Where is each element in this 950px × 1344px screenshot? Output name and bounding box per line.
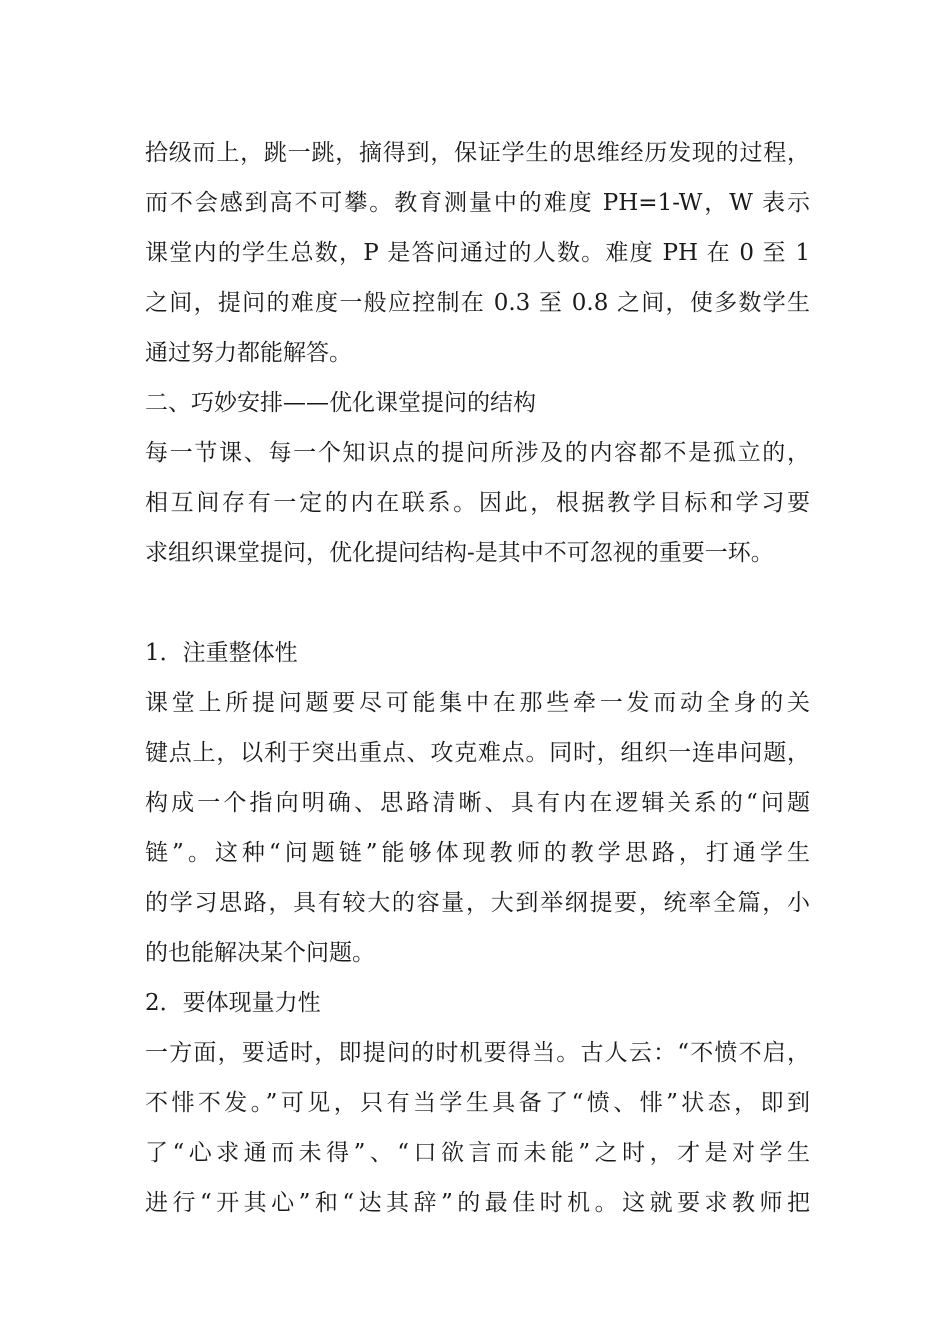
subsection-heading-1 <box>145 628 810 678</box>
text-line: 拾级而上，跳一跳，摘得到，保证学生的思维经历发现的过程， <box>145 140 810 166</box>
text-line: 之间，提问的难度一般应控制在 0.3 至 0.8 之间，使多数学生 <box>145 290 810 316</box>
document-page <box>145 128 810 1228</box>
heading-text: 二、巧妙安排——优化课堂提问的结构 <box>145 390 536 416</box>
paragraph-integrity <box>145 678 810 978</box>
text-line: 的学习思路，具有较大的容量，大到举纲提要，统率全篇，小 <box>145 890 810 916</box>
paragraph-difficulty <box>145 128 810 378</box>
text-line: 进行“开其心”和“达其辞”的最佳时机。这就要求教师把 <box>145 1190 810 1216</box>
heading-text: 2．要体现量力性 <box>145 990 321 1016</box>
paragraph-structure <box>145 428 810 578</box>
paragraph-spacer <box>145 578 810 628</box>
text-line: 构成一个指向明确、思路清晰、具有内在逻辑关系的“问题 <box>145 790 810 816</box>
text-line: 每一节课、每一个知识点的提问所涉及的内容都不是孤立的， <box>145 440 810 466</box>
text-line: 求组织课堂提问，优化提问结构-是其中不可忽视的重要一环。 <box>145 540 774 566</box>
text-line: 一方面，要适时，即提问的时机要得当。古人云：“不愤不启， <box>145 1040 810 1066</box>
section-heading-2 <box>145 378 810 428</box>
subsection-heading-2 <box>145 978 810 1028</box>
text-line: 而不会感到高不可攀。教育测量中的难度 PH=1-W，W 表示 <box>145 190 810 216</box>
text-line: 了“心求通而未得”、“口欲言而未能”之时，才是对学生 <box>145 1140 810 1166</box>
text-line: 课堂上所提问题要尽可能集中在那些牵一发而动全身的关 <box>145 690 810 716</box>
text-line: 相互间存有一定的内在联系。因此，根据教学目标和学习要 <box>145 490 810 516</box>
text-line: 的也能解决某个问题。 <box>145 940 375 966</box>
text-line: 通过努力都能解答。 <box>145 340 352 366</box>
paragraph-timing <box>145 1028 810 1228</box>
text-line: 课堂内的学生总数，P 是答问通过的人数。难度 PH 在 0 至 1 <box>145 240 810 266</box>
text-line: 不悱不发。”可见，只有当学生具备了“愤、悱”状态，即到 <box>145 1090 810 1116</box>
heading-text: 1．注重整体性 <box>145 640 298 666</box>
text-line: 链”。这种“问题链”能够体现教师的教学思路，打通学生 <box>145 840 810 866</box>
text-line: 键点上，以利于突出重点、攻克难点。同时，组织一连串问题， <box>145 740 810 766</box>
